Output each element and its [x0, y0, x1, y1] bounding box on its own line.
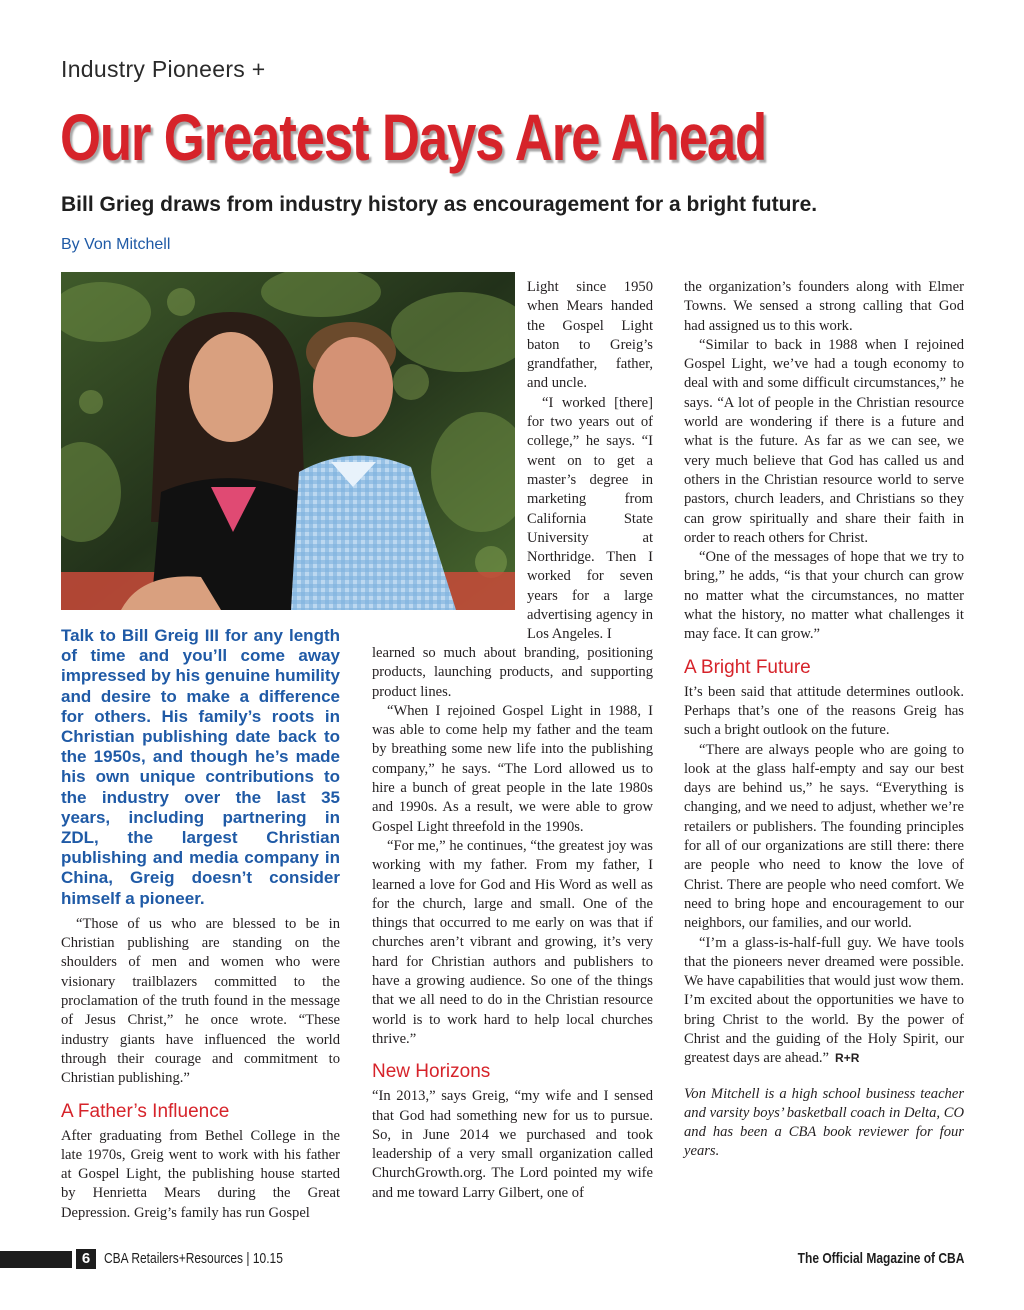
couple-photo [61, 272, 515, 610]
body-paragraph: the organization’s founders along with Elmer Towns. We sensed a strong calling that God had assigned us to this work. [684, 279, 964, 334]
subhead-new-horizons: New Horizons [372, 1061, 491, 1083]
section-label: Industry Pioneers + [61, 56, 266, 82]
body-paragraph: “When I rejoined Gospel Light in 1988, I was able to come help my father and the team by breathing some new life into the publishing company,” he says. “The Lord allowed us to hire a bunch of great people in the late 1980s and 1990s. As a result, we were able to grow Gospel Light threefold in the 1990s. [372, 702, 653, 835]
column-2 [372, 644, 653, 1203]
body-paragraph: It’s been said that attitude determines outlook. Perhaps that’s one of the reasons Greig has such a bright outlook on the future. [684, 683, 964, 739]
footer-bar [0, 1251, 72, 1268]
subhead: Bill Grieg draws from industry history as encouragement for a bright future. [61, 193, 818, 216]
body-paragraph: “One of the messages of hope that we try to bring,” he adds, “is that your church can grow no matter what the circumstances, no matter what the history, no matter what challenges it may face. It can grow.” [684, 549, 964, 643]
body-paragraph: “For me,” he continues, “the greatest joy was working with my father. From my father, I learned a love for God and His Word as well as for the church, large and small. One of the things that occurred to me early on was that if churches aren’t vibrant and growing, it’s very hard for Christian authors and publishers to have a growing audience. So one of the things that we all need to do in the Christian resource world is to work hard to help local churches thrive.” [372, 837, 653, 1047]
column-1 [61, 626, 340, 1223]
subhead-bright-future: A Bright Future [684, 656, 811, 678]
body-paragraph: Light since 1950 when Mears handed the Gospel Light baton to Greig’s grandfather, father, and uncle. [527, 279, 653, 392]
body-paragraph: “In 2013,” says Greig, “my wife and I sensed that God had something new for us to pursue. So, in June 2014 we purchased and took leadership of a very small organization called ChurchGrowth.org. The Lord pointed my wife and me toward Larry Gilbert, one of [372, 1088, 653, 1201]
body-paragraph: learned so much about branding, positioning products, launching products, and supporting product lines. [372, 645, 653, 700]
page-number: 6 [76, 1249, 96, 1269]
body-paragraph: “Similar to back in 1988 when I rejoined Gospel Light, we’ve had a tough economy to deal with and some difficult circumstances,” he says. “A lot of people in the Christian resource world are wondering if there is a future and what is the future. As far as we can see, we very much believe that God has called us and others in the Christian resource world to serve pastors, church leaders, and Christians so they can grow spiritually and share their faith in order to reach others for Christ. [684, 336, 964, 546]
publication-name: CBA Retailers+Resources | 10.15 [104, 1250, 283, 1267]
body-paragraph: “There are always people who are going to look at the glass half-empty and say our best days are behind us,” he says. “Everything is changing, and we need to adjust, whether we’re retailers or publishers. The founding principles for all of our organizations are still there: there are people who need to know the love of Christ. There are people who need comfort. We need to bring hope and encouragement to our neighbors, our families, and our world. [684, 741, 964, 932]
byline: By Von Mitchell [61, 236, 171, 253]
column-2-wrap [527, 278, 653, 645]
body-paragraph: After graduating from Bethel College in the late 1970s, Greig went to work with his father at Gospel Light, the publishing house started by Henrietta Mears during the Great Depression. Greig’s family has run Gospel [61, 1127, 340, 1221]
page-footer [0, 1248, 1024, 1272]
end-mark: R+R [835, 1051, 860, 1066]
body-paragraph: “Those of us who are blessed to be in Christian publishing are standing on the shoulders of men and women who were visionary trailblazers committed to the proclamation of the truth found in the message of Jesus Christ,” he once wrote. “These industry giants have influenced the world through their courage and commitment to Christian publishing.” [61, 915, 340, 1087]
subhead-fathers-influence: A Father’s Influence [61, 1100, 230, 1122]
lede-paragraph: Talk to Bill Greig III for any length of time and you’ll come away impressed by his genuine humility and desire to make a difference for others. His family’s roots in Christian publishing date back to the 1950s, and though he’s made his own unique contributions to the industry over the last 35 years, including partnering in ZDL, the largest Christian publishing and media company in China, Greig doesn’t consider himself a pioneer. [61, 626, 340, 908]
author-bio: Von Mitchell is a high school business teacher and varsity boys’ basketball coach in Delta, CO and has been a CBA book reviewer for four years. [684, 1085, 964, 1160]
headline: Our Greatest Days Are Ahead [60, 100, 767, 174]
closing-quote: “I’m a glass-is-half-full guy. We have tools that the pioneers never dreamed were possible. We have capabilities that would just wow them. I’m excited about the opportunities we have to bring Christ to the world. By the power of Christ and the guiding of the Holy Spirit, our greatest days are ahead.” [684, 934, 964, 1067]
footer-tagline: The Official Magazine of CBA [797, 1250, 964, 1267]
column-3 [684, 278, 964, 1162]
body-paragraph [684, 934, 964, 1069]
body-paragraph: “I worked [there] for two years out of college,” he says. “I went on to get a master’s degree in marketing from California State University at Northridge. Then I worked for seven years for a large advertising agency in Los Angeles. I [527, 394, 653, 643]
